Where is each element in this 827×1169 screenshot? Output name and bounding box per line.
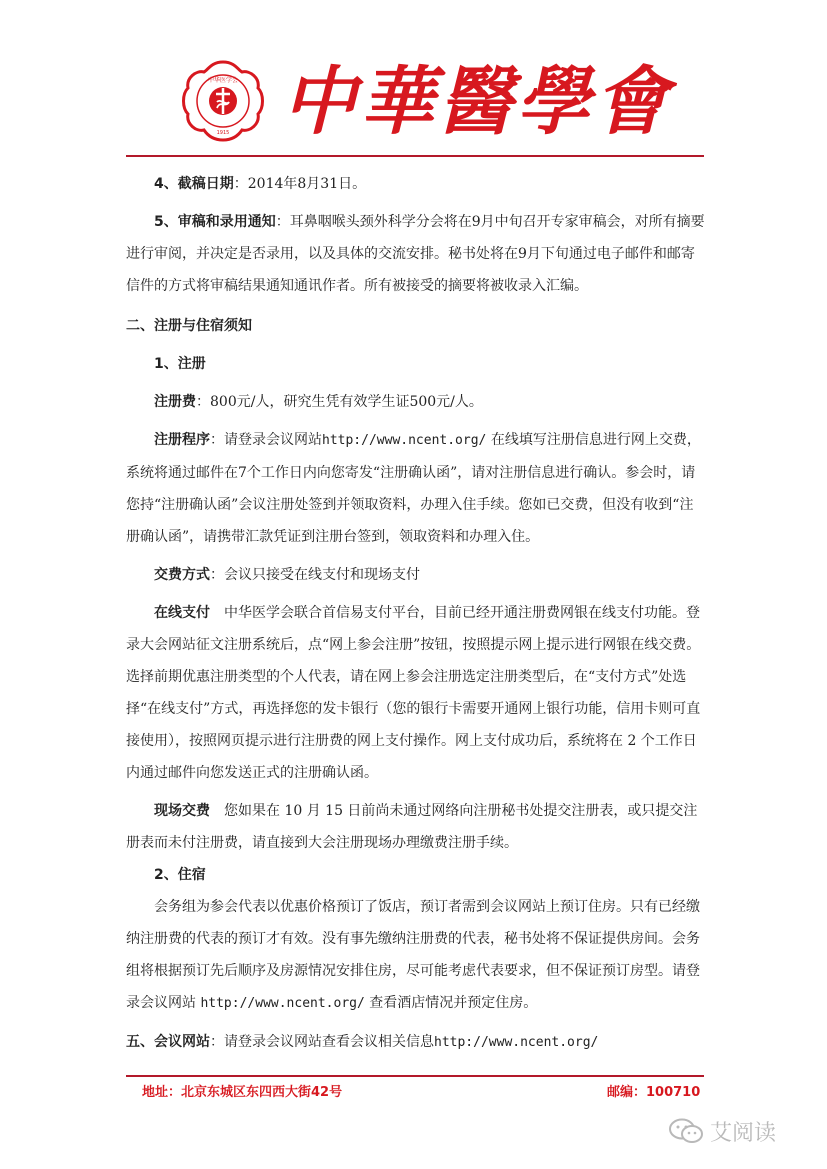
lodging-url-link[interactable]: http://www.ncent.org/ [200, 996, 365, 1011]
review-paragraph [126, 206, 706, 302]
website-text: ：请登录会议网站查看会议相关信息 [210, 1034, 434, 1050]
fee-label: 注册费 [154, 394, 196, 410]
review-label: 5、审稿和录用通知 [154, 214, 276, 230]
review-text: ：耳鼻咽喉头颈外科学分会将在9月中旬召开专家审稿会，对所有摘要进行审阅，并决定是否录用，以及具体的交流安排。秘书处将在9月下旬通过电子邮件和邮寄信件的方式将审稿结果通知通讯作者。所有被接受的摘要将被收录入汇编。 [126, 214, 705, 294]
registration-heading: 二、注册与住宿须知 [126, 318, 252, 334]
footer-postcode: 邮编：100710 [607, 1085, 701, 1100]
letterhead [0, 0, 827, 160]
footer-address: 地址：北京东城区东四西大街42号 [142, 1085, 343, 1100]
online-payment-label: 在线支付 [154, 605, 210, 621]
website-paragraph [126, 1026, 706, 1059]
onsite-payment-paragraph [126, 795, 706, 859]
payment-label: 交费方式 [154, 567, 210, 583]
procedure-text-b: 在线填写注册信息进行网上交费，系统将通过邮件在7个工作日内向您寄发“注册确认函”，请对注册信息进行确认。参会时，请您持“注册确认函”会议注册处签到并领取资料，办理入住手续。您如已交费，但没有收到“注册确认函”，请携带汇款凭证到注册台签到，领取资料和办理入住。 [126, 432, 701, 545]
lodging-text-a: 会务组为参会代表以优惠价格预订了饭店，预订者需到会议网站上预订住房。只有已经缴纳注册费的代表的预订才有效。没有事先缴纳注册费的代表，秘书处将不保证提供房间。会务组将根据预订先后顺序及房源情况安排住房，尽可能考虑代表要求，但不保证预订房型。请登录会议网站 [126, 899, 700, 1011]
website-url-link[interactable]: http://www.ncent.org/ [434, 1035, 599, 1050]
lodging-subheading: 2、住宿 [154, 867, 206, 883]
deadline-label: 4、截稿日期 [154, 176, 234, 192]
procedure-text-a: ：请登录会议网站 [210, 432, 322, 448]
registration-subheading: 1、注册 [154, 356, 206, 372]
association-seal-logo [180, 58, 266, 144]
procedure-label: 注册程序 [154, 432, 210, 448]
watermark-text: 艾阅读 [710, 1120, 777, 1146]
onsite-payment-label: 现场交费 [154, 803, 210, 819]
online-payment-paragraph [126, 597, 706, 789]
fee-paragraph [126, 386, 706, 418]
fee-text: ：800元/人，研究生凭有效学生证500元/人。 [196, 394, 483, 410]
svg-text:中华医学会: 中华医学会 [207, 77, 239, 84]
footer-divider [126, 1075, 704, 1077]
website-label: 五、会议网站 [126, 1034, 210, 1050]
payment-paragraph [126, 559, 706, 591]
online-payment-text: 中华医学会联合首信易支付平台，目前已经开通注册费网银在线支付功能。登录大会网站征文注册系统后，点“网上参会注册”按钮，按照提示网上提示进行网银在线交费。选择前期优惠注册类型的个人代表，请在网上参会注册选定注册类型后，在“支付方式”处选择“在线支付”方式，再选择您的发卡银行（您的银行卡需要开通网上银行功能，信用卡则可直接使用），按照网页提示进行注册费的网上支付操作。网上支付成功后，系统将在 2 个工作日内通过邮件向您发送正式的注册确认函。 [126, 605, 701, 781]
header-divider [126, 155, 704, 157]
lodging-paragraph [126, 891, 706, 1020]
wechat-icon [668, 1117, 704, 1145]
deadline-paragraph [126, 168, 706, 200]
organization-name: 中華醫學會 [282, 59, 672, 145]
lodging-text-b: 查看酒店情况并预定住房。 [364, 995, 538, 1011]
procedure-paragraph [126, 424, 706, 553]
payment-text: ：会议只接受在线支付和现场支付 [210, 567, 420, 583]
svg-text:1915: 1915 [216, 130, 230, 136]
deadline-text: ：2014年8月31日。 [233, 176, 367, 192]
watermark [668, 1114, 776, 1148]
procedure-url-link[interactable]: http://www.ncent.org/ [322, 433, 487, 448]
document-body [126, 168, 706, 1059]
onsite-payment-text: 您如果在 10 月 15 日前尚未通过网络向注册秘书处提交注册表，或只提交注册表而未付注册费，请直接到大会注册现场办理缴费注册手续。 [126, 803, 698, 851]
